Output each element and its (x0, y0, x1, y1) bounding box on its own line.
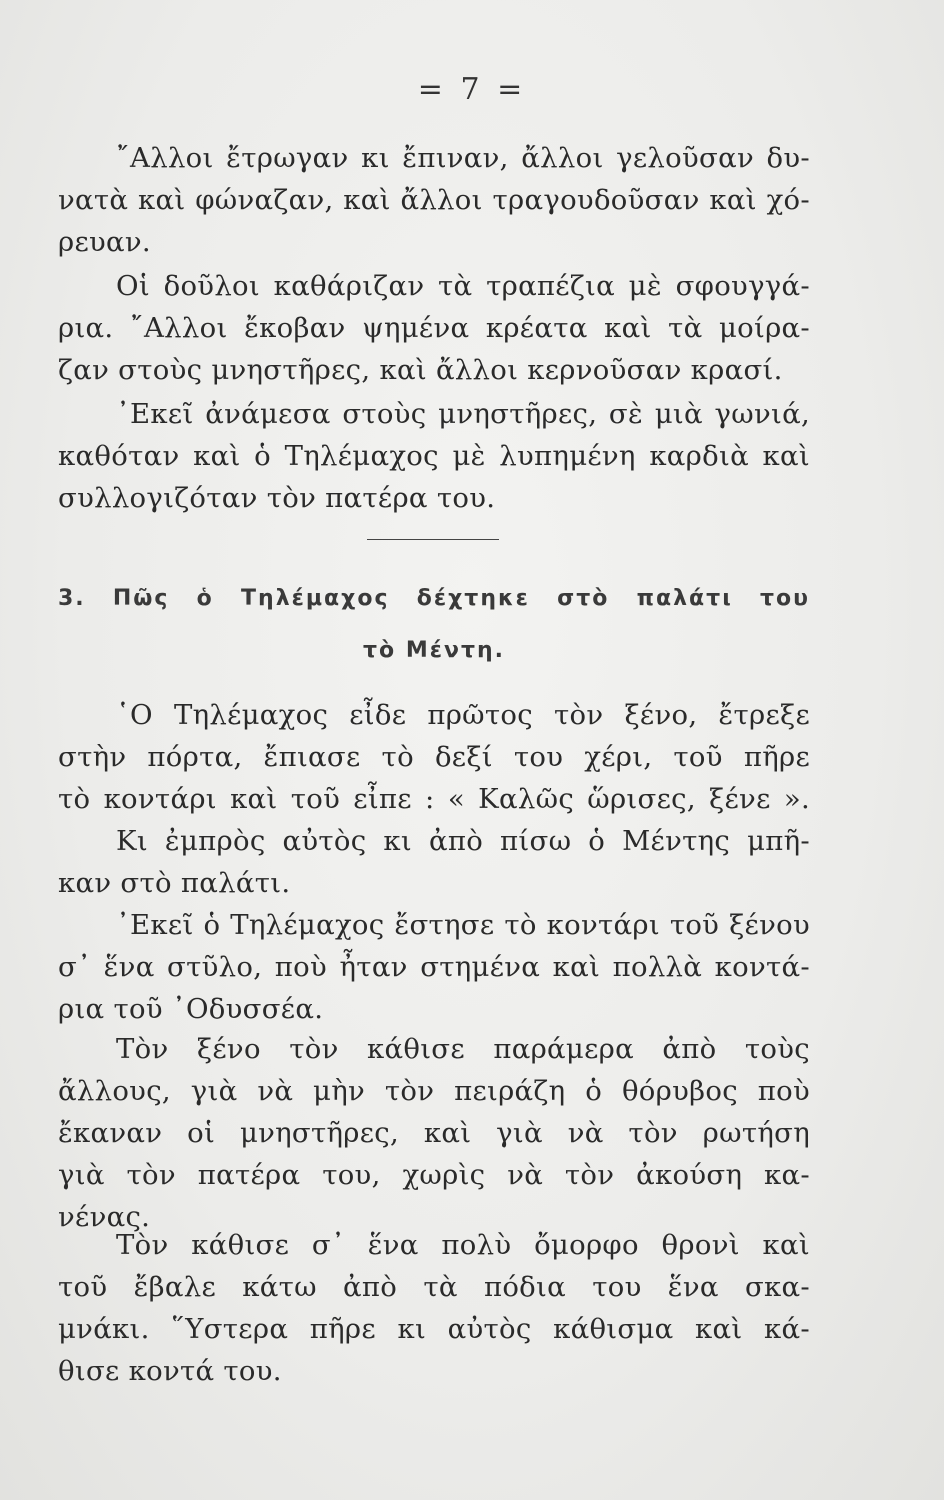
text-line: ᾿Εκεῖ ἀνάμεσα στοὺς μνηστῆρες, σὲ μιὰ γωνιά, (116, 398, 810, 430)
text-line: σ᾿ ἕνα στῦλο, ποὺ ἦταν στημένα καὶ πολλὰ κοντά- (58, 951, 810, 983)
text-line: συλλογιζόταν τὸν πατέρα του. (58, 482, 496, 514)
text-line: Οἱ δοῦλοι καθάριζαν τὰ τραπέζια μὲ σφουγγά- (116, 270, 810, 302)
text-line: ῎Αλλοι ἔτρωγαν κι ἔπιναν, ἄλλοι γελοῦσαν δυ- (116, 142, 810, 174)
text-line: μνάκι. ῞Υστερα πῆρε κι αὐτὸς κάθισμα καὶ κά- (58, 1313, 810, 1345)
text-line: ρευαν. (58, 226, 151, 258)
text-line: νένας. (58, 1201, 151, 1233)
text-line: τοῦ ἔβαλε κάτω ἀπὸ τὰ πόδια του ἕνα σκα- (58, 1271, 810, 1303)
text-line: ρια. ῎Αλλοι ἔκοβαν ψημένα κρέατα καὶ τὰ μοίρα- (58, 312, 810, 344)
text-line: καν στὸ παλάτι. (58, 867, 291, 899)
paragraph-7 (58, 1028, 810, 1238)
paragraph-5 (58, 820, 810, 904)
paragraph-6 (58, 904, 810, 1030)
paragraph-4 (58, 694, 810, 820)
paragraph-8 (58, 1224, 810, 1392)
text-line: ᾿Εκεῖ ὁ Τηλέμαχος ἔστησε τὸ κοντάρι τοῦ ξένου (116, 909, 810, 941)
text-line: θισε κοντά του. (58, 1355, 282, 1387)
text-line: στὴν πόρτα, ἔπιασε τὸ δεξί του χέρι, τοῦ πῆρε (58, 741, 810, 773)
text-line: καθόταν καὶ ὁ Τηλέμαχος μὲ λυπημένη καρδιὰ καὶ (58, 440, 810, 472)
text-line: Τὸν κάθισε σ᾿ ἕνα πολὺ ὄμορφο θρονὶ καὶ (116, 1229, 810, 1261)
paragraph-2 (58, 265, 810, 391)
text-line: ῾Ο Τηλέμαχος εἶδε πρῶτος τὸν ξένο, ἔτρεξε (116, 699, 810, 731)
page-number: = 7 = (417, 72, 527, 107)
paragraph-1 (58, 137, 810, 263)
paragraph-3 (58, 393, 810, 519)
section-heading-line-2: τὸ Μέντη. (363, 638, 505, 663)
section-heading-line-1: 3. Πῶς ὁ Τηλέμαχος δέχτηκε στὸ παλάτι του (58, 586, 810, 611)
text-line: ζαν στοὺς μνηστῆρες, καὶ ἄλλοι κερνοῦσαν κρασί. (58, 354, 783, 386)
text-line: Τὸν ξένο τὸν κάθισε παράμερα ἀπὸ τοὺς (116, 1033, 810, 1065)
text-line: Κι ἐμπρὸς αὐτὸς κι ἀπὸ πίσω ὁ Μέντης μπῆ- (116, 825, 810, 857)
text-line: ἔκαναν οἱ μνηστῆρες, καὶ γιὰ νὰ τὸν ρωτήση (58, 1117, 810, 1149)
text-line: νατὰ καὶ φώναζαν, καὶ ἄλλοι τραγουδοῦσαν καὶ χό- (58, 184, 810, 216)
text-line: τὸ κοντάρι καὶ τοῦ εἶπε : « Καλῶς ὥρισες, ξένε ». (58, 783, 810, 815)
text-line: ρια τοῦ ᾿Οδυσσέα. (58, 993, 324, 1025)
section-divider (367, 539, 499, 540)
text-line: γιὰ τὸν πατέρα του, χωρὶς νὰ τὸν ἀκούση κα- (58, 1159, 810, 1191)
text-line: ἄλλους, γιὰ νὰ μὴν τὸν πειράζη ὁ θόρυβος ποὺ (58, 1075, 810, 1107)
